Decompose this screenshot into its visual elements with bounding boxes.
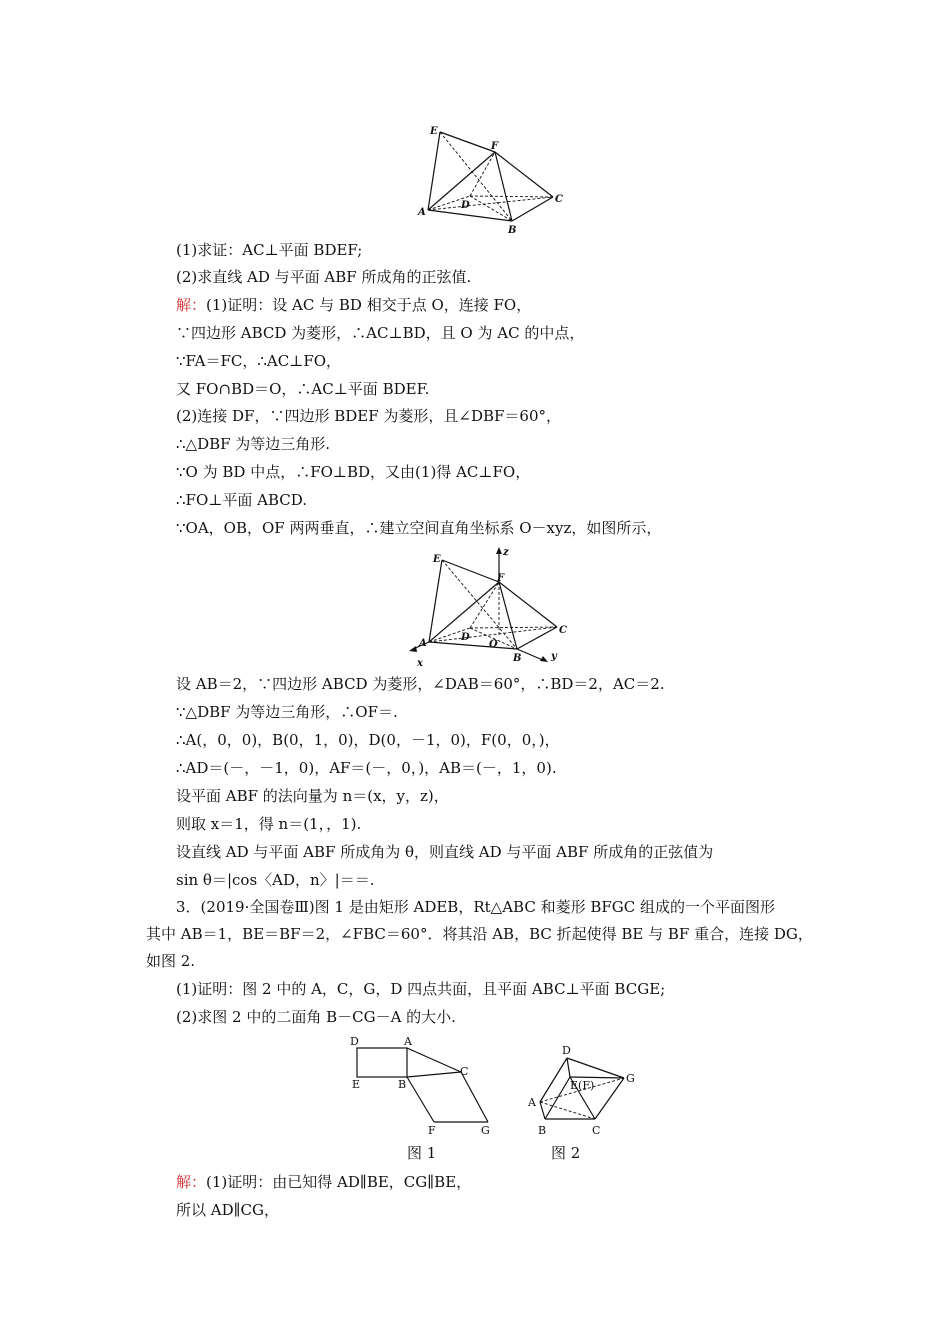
solution-line-15: 则取 x＝1，得 n＝(1，，1). xyxy=(176,815,362,833)
solution-line-16: 设直线 AD 与平面 ABF 所成角为 θ，则直线 AD 与平面 ABF 所成角的正弦值为 xyxy=(176,843,714,861)
solution-line-12: ∴A(，0，0)，B(0，1，0)，D(0，－1，0)，F(0，0，)， xyxy=(176,731,560,749)
label-E: E xyxy=(433,554,441,565)
problem3-question-1: (1)证明：图 2 中的 A，C，G，D 四点共面，且平面 ABC⊥平面 BCGE; xyxy=(176,980,666,998)
solution-line-9: ∵OA，OB，OF 两两垂直，∴建立空间直角坐标系 O－xyz，如图所示， xyxy=(176,519,662,537)
label-x: x xyxy=(417,658,423,669)
problem3-line-2: 其中 AB＝1，BE＝BF＝2，∠FBC＝60°．将其沿 AB，BC 折起使得 BE 与 BF 重合，连接 DG， xyxy=(146,925,813,943)
solution3-line-1 xyxy=(176,1172,471,1192)
figure-4-folded xyxy=(520,1040,650,1140)
label-B: B xyxy=(398,1078,407,1091)
solution-line-1 xyxy=(176,295,531,315)
part2-question: (2)求直线 AD 与平面 ABF 所成角的正弦值. xyxy=(176,268,472,286)
figure-1-solid xyxy=(410,120,570,235)
solution-line-14: 设平面 ABF 的法向量为 n＝(x，y，z)， xyxy=(176,787,449,805)
label-G: G xyxy=(626,1072,635,1085)
figure-4-caption: 图 2 xyxy=(551,1144,581,1162)
solution3-marker: 解： xyxy=(176,1173,207,1191)
part1-question: (1)求证：AC⊥平面 BDEF; xyxy=(176,241,363,259)
label-C: C xyxy=(460,1065,469,1078)
solution-line-1-text: (1)证明：设 AC 与 BD 相交于点 O，连接 FO， xyxy=(206,296,532,314)
figure-2-coordinate-solid xyxy=(405,545,585,670)
label-E: E xyxy=(352,1078,361,1091)
label-EF: E(F) xyxy=(570,1079,595,1092)
label-A: A xyxy=(404,1035,412,1048)
solution3-line-2: 所以 AD∥CG， xyxy=(176,1201,280,1219)
label-D: D xyxy=(461,200,470,211)
label-D: D xyxy=(562,1044,571,1057)
solution-line-8: ∴FO⊥平面 ABCD. xyxy=(176,491,307,509)
label-G: G xyxy=(481,1124,490,1137)
label-A: A xyxy=(418,207,426,218)
solution3-line-1-text: (1)证明：由已知得 AD∥BE，CG∥BE， xyxy=(206,1173,472,1191)
label-A: A xyxy=(419,638,427,649)
label-B: B xyxy=(508,225,517,235)
label-F: F xyxy=(497,573,505,584)
label-z: z xyxy=(503,547,509,558)
label-D: D xyxy=(350,1035,359,1048)
solution-line-2: ∵四边形 ABCD 为菱形，∴AC⊥BD，且 O 为 AC 的中点， xyxy=(176,324,585,342)
label-C: C xyxy=(559,625,567,636)
label-C: C xyxy=(555,194,563,205)
solution-line-3: ∵FA＝FC，∴AC⊥FO， xyxy=(176,352,342,370)
figure-3-planar xyxy=(340,1030,500,1140)
problem3-question-2: (2)求图 2 中的二面角 B－CG－A 的大小. xyxy=(176,1008,456,1026)
solution-line-10: 设 AB＝2，∵四边形 ABCD 为菱形，∠DAB＝60°，∴BD＝2，AC＝2. xyxy=(176,675,665,693)
solution-line-6: ∴△DBF 为等边三角形. xyxy=(176,435,331,453)
solution-line-4: 又 FO∩BD＝O，∴AC⊥平面 BDEF. xyxy=(176,380,430,398)
label-O: O xyxy=(489,639,498,650)
problem3-line-1: 3．(2019·全国卷Ⅲ)图 1 是由矩形 ADEB，Rt△ABC 和菱形 BFGC 组成的一个平面图形 xyxy=(176,898,775,916)
label-B: B xyxy=(513,653,522,664)
label-E: E xyxy=(430,126,438,137)
solution-line-11: ∵△DBF 为等边三角形，∴OF＝. xyxy=(176,703,398,721)
label-F: F xyxy=(491,141,499,152)
label-D: D xyxy=(461,632,470,643)
figure-3-caption: 图 1 xyxy=(407,1144,437,1162)
label-C: C xyxy=(592,1124,601,1137)
solution-line-13: ∴AD＝(－，－1，0)，AF＝(－，0，)，AB＝(－，1，0). xyxy=(176,759,557,777)
label-A: A xyxy=(528,1096,536,1109)
solution-line-7: ∵O 为 BD 中点，∴FO⊥BD，又由(1)得 AC⊥FO， xyxy=(176,463,531,481)
solution-line-5: (2)连接 DF，∵四边形 BDEF 为菱形，且∠DBF＝60°， xyxy=(176,407,562,425)
problem3-line-3: 如图 2. xyxy=(146,952,196,970)
solution-line-17: sin θ＝|cos〈AD，n〉|＝＝. xyxy=(176,871,375,889)
label-B: B xyxy=(538,1124,547,1137)
solution-marker: 解： xyxy=(176,296,207,314)
label-F: F xyxy=(428,1124,436,1137)
label-y: y xyxy=(551,651,557,662)
